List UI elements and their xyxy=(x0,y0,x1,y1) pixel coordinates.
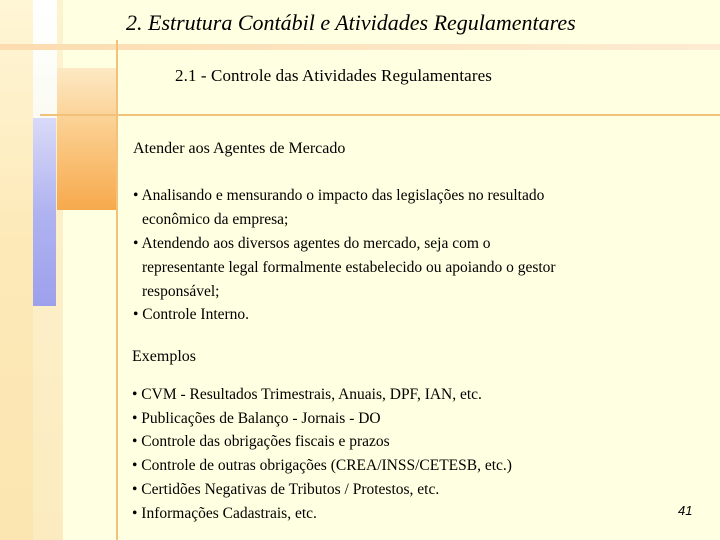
example-item: • Controle de outras obrigações (CREA/INSS/CETESB, etc.) xyxy=(132,457,512,474)
decorative-column-light xyxy=(0,0,33,540)
decorative-horizontal-band xyxy=(0,44,720,50)
example-item: • Certidões Negativas de Tributos / Protestos, etc. xyxy=(132,481,440,498)
bullet-line: responsável; xyxy=(142,283,220,300)
slide-title: 2. Estrutura Contábil e Atividades Regulamentares xyxy=(126,10,576,35)
example-item: • Publicações de Balanço - Jornais - DO xyxy=(132,410,381,427)
bullet-line: econômico da empresa; xyxy=(142,211,289,228)
bullet-line: • Controle Interno. xyxy=(133,306,250,323)
example-item: • Controle das obrigações fiscais e prazos xyxy=(132,433,390,450)
decorative-white-block xyxy=(33,0,57,118)
example-item: • Informações Cadastrais, etc. xyxy=(132,505,317,522)
bullet-line: representante legal formalmente estabelecido ou apoiando o gestor xyxy=(142,259,556,276)
section-heading-examples: Exemplos xyxy=(132,348,196,365)
bullet-line: • Analisando e mensurando o impacto das legislações no resultado xyxy=(133,187,545,204)
example-item: • CVM - Resultados Trimestrais, Anuais, DPF, IAN, etc. xyxy=(132,386,482,403)
section-heading-agents: Atender aos Agentes de Mercado xyxy=(133,140,346,157)
vertical-rule xyxy=(116,40,118,540)
page-number: 41 xyxy=(678,503,693,518)
bullet-line: • Atendendo aos diversos agentes do mercado, seja com o xyxy=(133,235,491,252)
decorative-orange-block xyxy=(57,68,116,210)
horizontal-rule xyxy=(40,114,720,116)
decorative-blue-block xyxy=(33,118,56,306)
slide-subtitle: 2.1 - Controle das Atividades Regulamentares xyxy=(175,66,492,85)
